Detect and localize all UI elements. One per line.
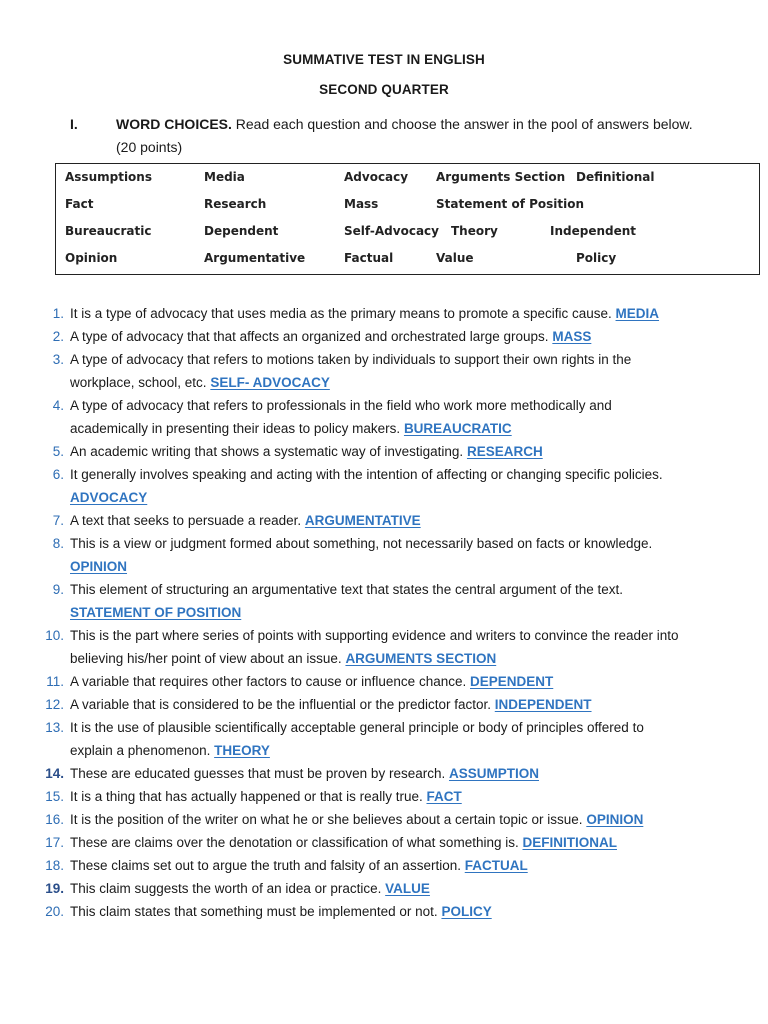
question-number: 20. (45, 904, 64, 919)
answer-text: OPINION (70, 559, 128, 574)
pool-word: Factual (344, 251, 394, 265)
question-text: believing his/her point of view about an issue. (70, 651, 342, 666)
question-number: 18. (45, 858, 64, 873)
question-text: A type of advocacy that that affects an organized and orchestrated large groups. (70, 329, 549, 344)
pool-word: Theory (451, 224, 498, 238)
pool-word: Statement of Position (436, 197, 585, 211)
pool-word: Value (436, 251, 474, 265)
question-text: A type of advocacy that refers to motions taken by individuals to support their own rights in the (70, 352, 632, 367)
question-number: 5. (52, 444, 64, 459)
answer-text: BUREAUCRATIC (403, 421, 512, 436)
question-text: This claim suggests the worth of an idea or practice. (70, 881, 382, 896)
question-number: 14. (45, 766, 64, 781)
question-number: 9. (52, 582, 64, 597)
answer-text: ARGUMENTS SECTION (345, 651, 497, 666)
pool-word: Bureaucratic (65, 224, 152, 238)
question-text: These are claims over the denotation or classification of what something is. (70, 835, 519, 850)
pool-word: Research (204, 197, 267, 211)
answer-pool-box (55, 163, 760, 275)
question-text: workplace, school, etc. (70, 375, 207, 390)
pool-word: Mass (344, 197, 379, 211)
question-number: 2. (52, 329, 64, 344)
question-text: These are educated guesses that must be proven by research. (70, 766, 446, 781)
section-number: I. (70, 116, 78, 132)
question-text: This claim states that something must be implemented or not. (70, 904, 438, 919)
answer-text: OPINION (586, 812, 644, 827)
test-title: SUMMATIVE TEST IN ENGLISH (283, 52, 485, 67)
question-number: 8. (52, 536, 64, 551)
question-number: 3. (52, 352, 64, 367)
question-number: 12. (45, 697, 64, 712)
question-number: 16. (45, 812, 64, 827)
pool-word: Independent (550, 224, 637, 238)
question-number: 19. (45, 881, 64, 896)
pool-word: Self-Advocacy (344, 224, 439, 238)
answer-text: ARGUMENTATIVE (304, 513, 421, 528)
section-points: (20 points) (116, 139, 183, 155)
question-text: It is a type of advocacy that uses media as the primary means to promote a specific cause. (70, 306, 612, 321)
pool-word: Assumptions (65, 170, 152, 184)
answer-text: POLICY (441, 904, 492, 919)
question-text: This is a view or judgment formed about something, not necessarily based on facts or knowledge. (70, 536, 653, 551)
answer-text: FACT (426, 789, 462, 804)
question-text: A text that seeks to persuade a reader. (70, 513, 302, 528)
question-number: 4. (52, 398, 64, 413)
answer-text: DEPENDENT (470, 674, 554, 689)
pool-word: Media (204, 170, 245, 184)
question-text: It generally involves speaking and acting with the intention of affecting or changing specific policies. (70, 467, 663, 482)
question-number: 17. (45, 835, 64, 850)
answer-text: VALUE (385, 881, 430, 896)
question-number: 11. (46, 674, 64, 689)
section-instructions (116, 113, 716, 159)
section-title: WORD CHOICES. (116, 116, 232, 132)
question-text: A variable that requires other factors to cause or influence chance. (70, 674, 467, 689)
answer-text: MEDIA (615, 306, 660, 321)
pool-word: Policy (576, 251, 617, 265)
answer-text: DEFINITIONAL (522, 835, 617, 850)
pool-word: Fact (65, 197, 94, 211)
answer-text: ADVOCACY (70, 490, 148, 505)
answer-text: STATEMENT OF POSITION (70, 605, 242, 620)
question-text: It is the use of plausible scientifically acceptable general principle or body of principles offered to (70, 720, 644, 735)
question-text: These claims set out to argue the truth and falsity of an assertion. (70, 858, 461, 873)
answer-text: ASSUMPTION (448, 766, 539, 781)
answer-text: INDEPENDENT (494, 697, 592, 712)
question-number: 6. (52, 467, 64, 482)
pool-word: Arguments Section (436, 170, 566, 184)
question-number: 1. (52, 306, 64, 321)
question-text: It is the position of the writer on what he or she believes about a certain topic or issue. (70, 812, 583, 827)
question-text: This is the part where series of points with supporting evidence and writers to convince the reader into (70, 628, 679, 643)
pool-word: Dependent (204, 224, 279, 238)
answer-text: SELF- ADVOCACY (210, 375, 330, 390)
question-text: It is a thing that has actually happened or that is really true. (70, 789, 423, 804)
answer-text: FACTUAL (464, 858, 528, 873)
question-number: 15. (45, 789, 64, 804)
question-text: An academic writing that shows a systematic way of investigating. (70, 444, 464, 459)
pool-word: Opinion (65, 251, 118, 265)
answer-text: THEORY (214, 743, 270, 758)
pool-word: Argumentative (204, 251, 306, 265)
question-text: A type of advocacy that refers to professionals in the field who work more methodically and (70, 398, 612, 413)
pool-word: Definitional (576, 170, 655, 184)
question-number: 13. (45, 720, 64, 735)
question-text: academically in presenting their ideas to policy makers. (70, 421, 401, 436)
question-text: A variable that is considered to be the influential or the predictor factor. (70, 697, 491, 712)
pool-word: Advocacy (344, 170, 409, 184)
section-instruction-text: Read each question and choose the answer in the pool of answers below. (235, 116, 693, 132)
question-text: This element of structuring an argumentative text that states the central argument of the text. (70, 582, 624, 597)
answer-text: MASS (552, 329, 592, 344)
test-subtitle: SECOND QUARTER (319, 82, 449, 97)
answer-text: RESEARCH (466, 444, 543, 459)
question-number: 7. (52, 513, 64, 528)
question-number: 10. (45, 628, 64, 643)
question-text: explain a phenomenon. (70, 743, 211, 758)
